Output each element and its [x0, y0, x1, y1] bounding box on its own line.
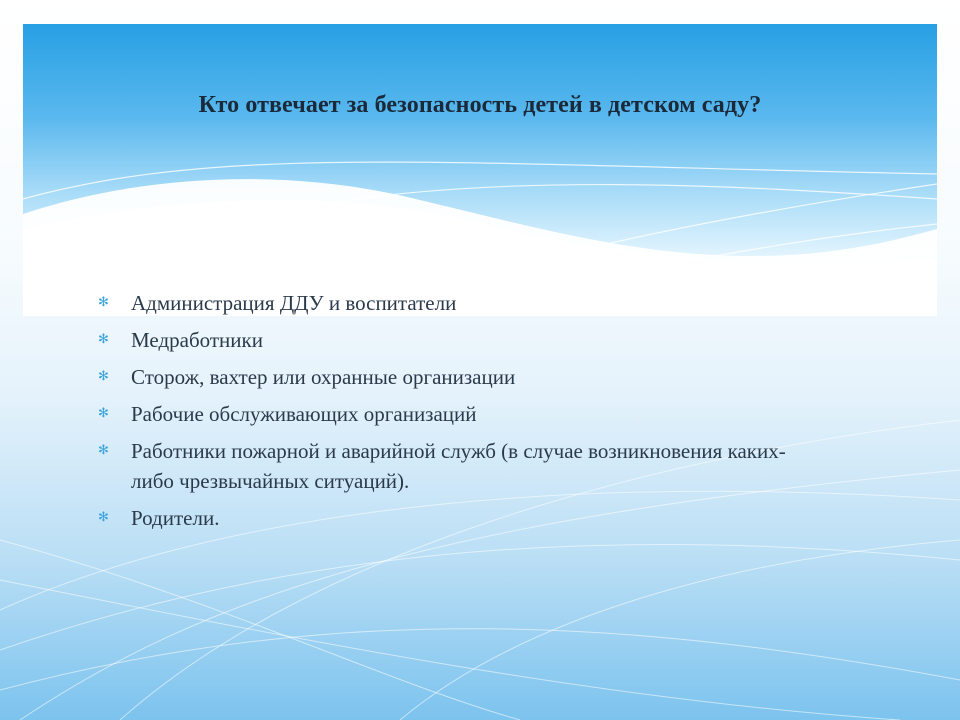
list-item-text: Родители.: [131, 506, 220, 530]
asterisk-icon: ✻: [98, 510, 109, 525]
asterisk-icon: ✻: [98, 332, 109, 347]
asterisk-icon: ✻: [98, 406, 109, 421]
list-item-text: Сторож, вахтер или охранные организации: [131, 365, 516, 389]
asterisk-icon: ✻: [98, 443, 109, 458]
bullet-list: [98, 288, 798, 540]
list-item: [98, 288, 798, 318]
header-panel: [23, 24, 937, 316]
list-item: [98, 399, 798, 429]
list-item-text: Медработники: [131, 328, 263, 352]
list-item-text: Работники пожарной и аварийной служб (в случае возникновения каких-либо чрезвычайных ситуаций).: [131, 439, 786, 493]
list-item: [98, 325, 798, 355]
list-item-text: Администрация ДДУ и воспитатели: [131, 291, 457, 315]
slide-title: Кто отвечает за безопасность детей в детском саду?: [198, 92, 762, 118]
header-wave-decoration: [23, 24, 937, 316]
list-item: [98, 362, 798, 392]
list-item: [98, 436, 798, 496]
asterisk-icon: ✻: [98, 295, 109, 310]
asterisk-icon: ✻: [98, 369, 109, 384]
list-item: [98, 503, 798, 533]
list-item-text: Рабочие обслуживающих организаций: [131, 402, 477, 426]
